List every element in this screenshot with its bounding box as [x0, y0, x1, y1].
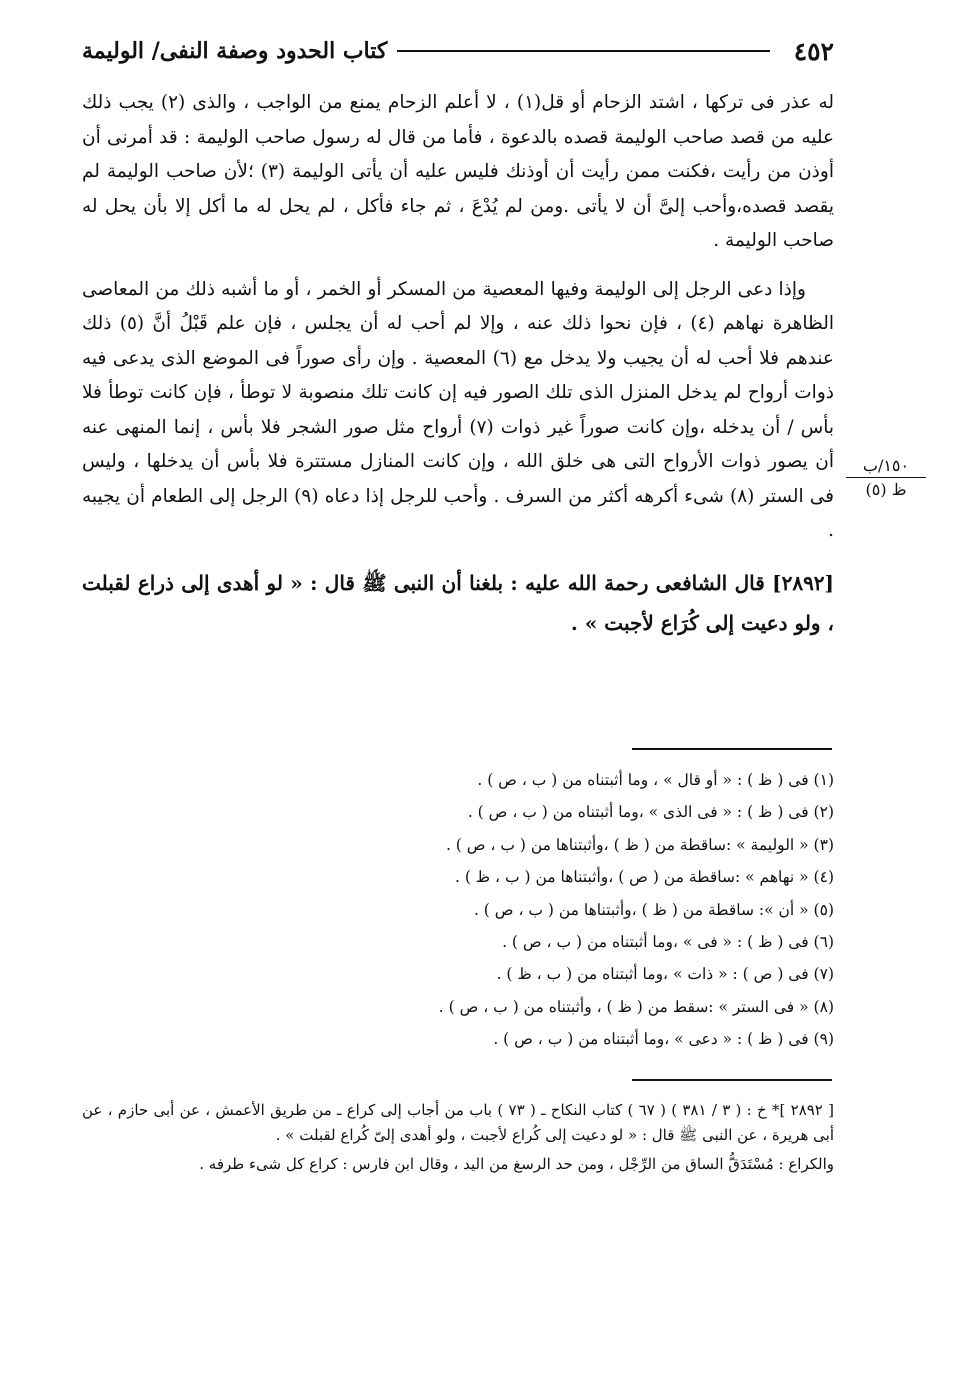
main-text [82, 86, 834, 657]
margin-note-folio-z: ظ (٥) [865, 480, 907, 499]
footnote-7: (٧) فى ( ص ) : « ذات » ،وما أثبتناه من ( ب ، ظ ) . [496, 965, 834, 984]
takhrij-definition: والكراع : مُسْتَدَقُّ الساق من الرِّجْل ، ومن حد الرسغ من اليد ، وقال ابن فارس : كراع كل شىء طرفه . [199, 1155, 834, 1173]
takhrij-separator [632, 1079, 832, 1081]
manuscript-margin-note [846, 456, 926, 499]
footnotes-separator [632, 748, 832, 750]
footnote-5: (٥) « أن »: ساقطة من ( ظ ) ،وأثبتناها من ( ب ، ص ) . [473, 900, 834, 919]
footnote-4: (٤) « نهاهم » :ساقطة من ( ص ) ،وأثبتناها من ( ب ، ظ ) . [454, 868, 834, 887]
paragraph-2: وإذا دعى الرجل إلى الوليمة وفيها المعصية من المسكر أو الخمر ، أو ما أشبه ذلك من المعاصى الظاهرة نهاهم (٤) ، فإن نحوا ذلك عنه ، وإلا لم أحب له أن يجلس ، فإن علم قَبْلُ أنَّ (٥) ذلك عندهم فلا أحب له أن يجيب ولا يدخل مع (٦) المعصية . وإن رأى صوراً فى الموضع الذى يدعى فيه ذوات أرواح لم يدخل المنزل الذى تلك الصور فيه إن كانت تلك منصوبة لا توطأ ، فإن كانت توطأ فلا بأس / أن يدخله ،وإن كانت صوراً غير ذوات (٧) أرواح مثل صور الشجر فلا بأس ، إنما المنهى عنه أن يصور ذوات الأرواح التى هى خلق الله ، وإن كانت المنازل مستترة فلا بأس أن يدخلها ، وليس فى الستر (٨) شىء أكرهه أكثر من السرف . وأحب للرجل إذا دعاه (٩) الرجل إلى الطعام أن يجيبه . [82, 278, 834, 541]
paragraph-1: له عذر فى تركها ، اشتد الزحام أو قل(١) ، لا أعلم الزحام يمنع من الواجب ، والذى (٢) يجب ذلك عليه من قصد صاحب الوليمة قصده بالدعوة ، فأما من قال له رسول صاحب الوليمة : قد أمرنى أن أوذن من رأيت ،فكنت ممن رأيت أن أوذنك فليس عليه أن يأتى الوليمة (٣) ؛لأن صاحب الوليمة لم يقصد قصده،وأحب إلىَّ أن لا يأتى .ومن لم يُدْعَ ، ثم جاء فأكل ، لم يحل له ما أكل إلا بأن يحل له صاحب الوليمة . [82, 92, 835, 251]
footnote-8: (٨) « فى الستر » :سقط من ( ظ ) ، وأثبتناه من ( ب ، ص ) . [438, 997, 834, 1016]
footnote-1: (١) فى ( ظ ) : « أو قال » ، وما أثبتناه من ( ب ، ص ) . [477, 771, 834, 789]
footnote-6: (٦) فى ( ظ ) : « فى » ،وما أثبتناه من ( ب ، ص ) . [502, 933, 834, 952]
hadith-text: قال الشافعى رحمة الله عليه : بلغنا أن النبى ﷺ قال : « لو أهدى إلى ذراع لقبلت ، ولو دعيت إلى كُرَاع لأجبت » . [82, 570, 834, 635]
running-title: كتاب الحدود وصفة النفى/ الوليمة [82, 38, 388, 64]
paragraph-hadith-2892 [82, 563, 834, 643]
header-rule [397, 50, 769, 52]
hadith-number: [٢٨٩٢] [772, 570, 835, 595]
margin-note-folio-b: ١٥٠/ب [846, 456, 926, 478]
footnote-2: (٢) فى ( ظ ) : « فى الذى » ،وما أثبتناه من ( ب ، ص ) . [467, 803, 834, 822]
page-header [82, 34, 834, 68]
takhrij-note: [ ٢٨٩٢ ]* خ : ( ٣ / ٣٨١ ) ( ٦٧ ) كتاب النكاح ـ ( ٧٣ ) باب من أجاب إلى كراع ـ من طريق الأعمش ، عن أبى حازم ، عن أبى هريرة ، عن النبى ﷺ قال : « لو دعيت إلى كُراع لأجبت ، ولو أهدى إلىّ كُراع لقبلت » . [82, 1101, 835, 1144]
takhrij-notes [82, 1098, 834, 1181]
page-number: ٤٥٢ [793, 36, 834, 66]
footnote-9: (٩) فى ( ظ ) : « دعى » ،وما أثبتناه من ( ب ، ص ) . [493, 1030, 834, 1049]
footnote-3: (٣) « الوليمة » :ساقطة من ( ظ ) ،وأثبتناها من ( ب ، ص ) . [445, 835, 834, 854]
footnotes-list [82, 764, 834, 1056]
